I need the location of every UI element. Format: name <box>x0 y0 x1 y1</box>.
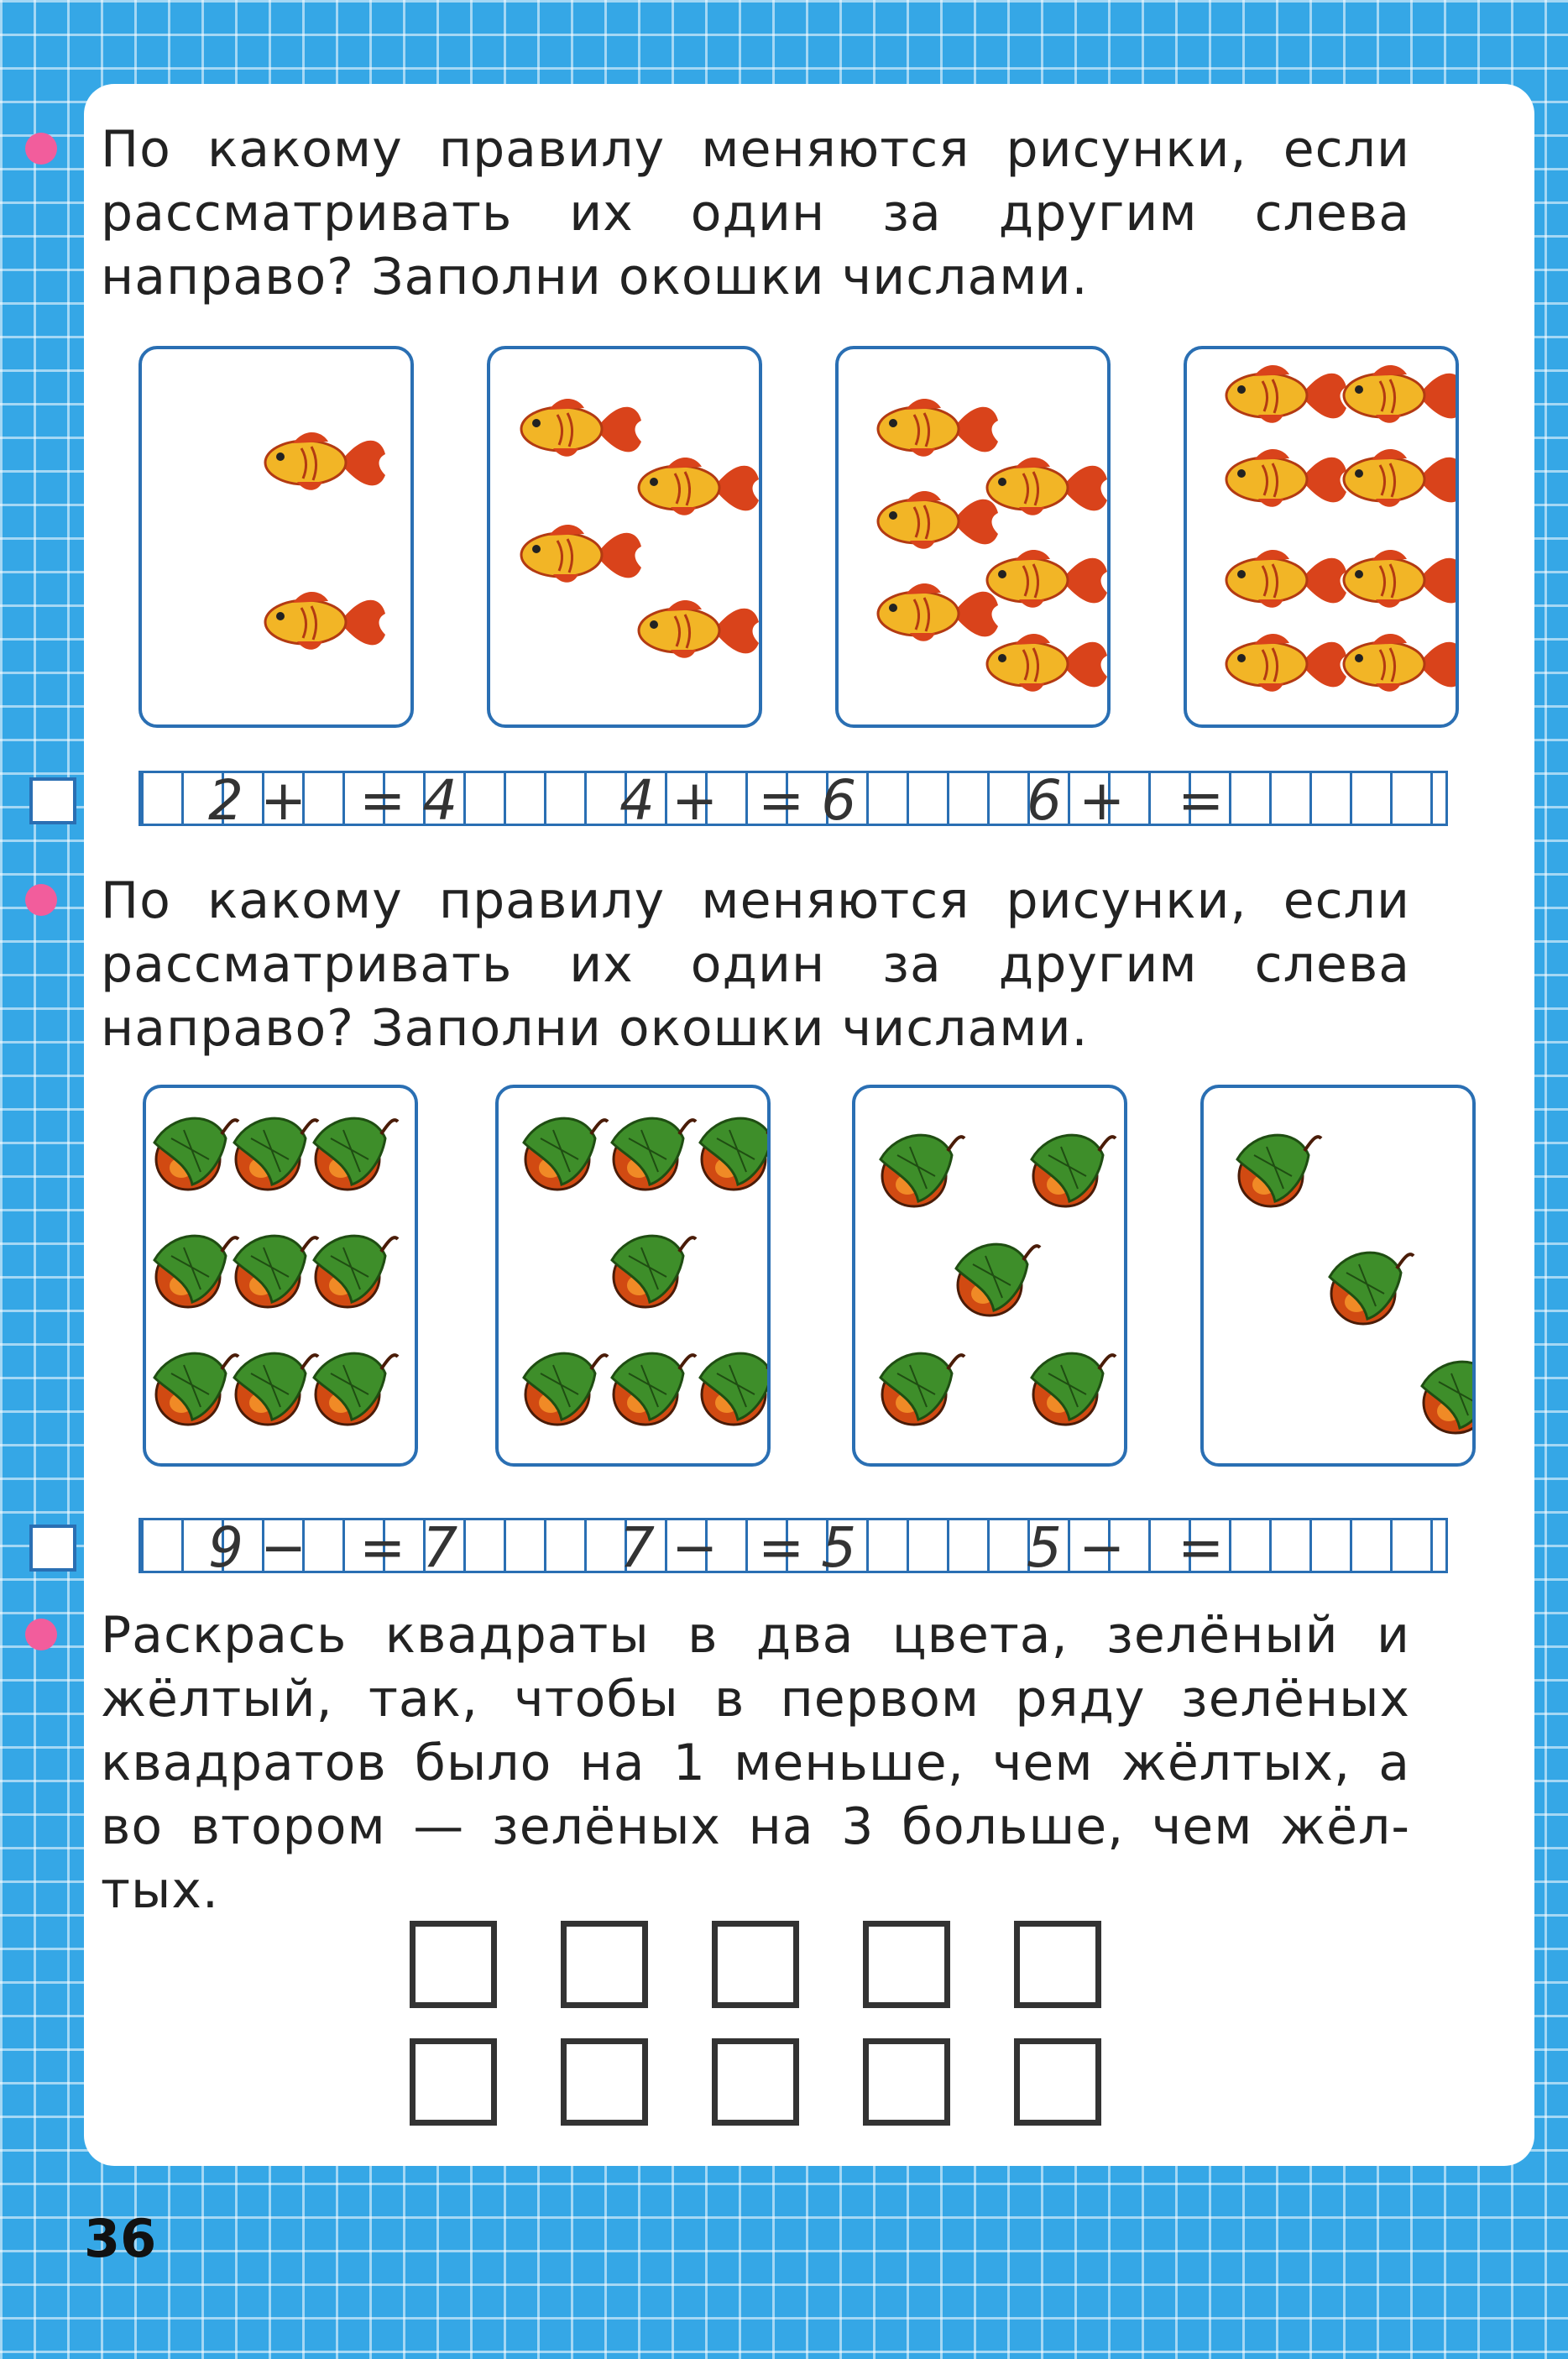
hazelnut-icon <box>154 1353 238 1425</box>
hazelnut-picture <box>855 1088 1124 1463</box>
task-1-eq-3-left: 6+ <box>1027 768 1142 833</box>
task-1-bullet <box>25 133 57 165</box>
coloring-square-r2-c1[interactable] <box>410 2038 497 2126</box>
fish-icon <box>639 458 759 515</box>
fish-icon <box>265 432 385 490</box>
coloring-square-r1-c1[interactable] <box>410 1921 497 2008</box>
task-2-equation-row <box>29 1515 1482 1580</box>
task-2-eq-3-right: = <box>1178 1515 1241 1580</box>
task-2-eq-3-left: 5− <box>1027 1515 1142 1580</box>
task-2-check-box[interactable] <box>29 1525 76 1572</box>
hazelnut-icon <box>314 1236 398 1307</box>
hazelnut-icon <box>1422 1362 1472 1433</box>
task-3-line-1: Раскрась квадраты в два цвета, зелёный и <box>101 1606 1410 1665</box>
task-3-line-4: во втором — зелёных на 3 больше, чем жёл- <box>101 1797 1410 1856</box>
fish-card-3 <box>835 346 1111 728</box>
hazelnut-picture <box>499 1088 767 1463</box>
fish-icon <box>1344 365 1456 423</box>
task-2-eq-1-right: =7 <box>359 1515 475 1580</box>
hazelnut-icon <box>234 1118 318 1190</box>
hazelnut-picture <box>146 1088 415 1463</box>
hazelnut-icon <box>234 1236 318 1307</box>
task-2-cell-strip[interactable] <box>139 1515 1448 1580</box>
task-2-eq-1-left: 9− <box>208 1515 324 1580</box>
task-2-eq-2-right: =5 <box>758 1515 874 1580</box>
fish-picture <box>1187 349 1456 724</box>
fish-icon <box>521 525 641 583</box>
hazelnut-card-2 <box>495 1085 771 1467</box>
task-1-eq-2-right: =6 <box>758 768 874 833</box>
fish-icon <box>1344 449 1456 507</box>
hazelnut-icon <box>1032 1353 1116 1425</box>
hazelnut-icon <box>524 1353 608 1425</box>
fish-icon <box>987 550 1107 608</box>
task-1-cell-strip[interactable] <box>139 768 1448 833</box>
hazelnut-icon <box>1032 1135 1116 1206</box>
fish-icon <box>878 399 998 457</box>
fish-picture <box>490 349 759 724</box>
hazelnut-icon <box>881 1135 964 1206</box>
coloring-square-r2-c4[interactable] <box>863 2038 950 2126</box>
hazelnut-icon <box>612 1236 696 1307</box>
task-3-line-2: жёлтый, так, чтобы в первом ряду зелёных <box>101 1670 1410 1729</box>
fish-card-4 <box>1184 346 1459 728</box>
page-number: 36 <box>84 2208 157 2269</box>
hazelnut-icon <box>1237 1135 1321 1206</box>
fish-icon <box>1226 634 1346 692</box>
hazelnut-cards <box>139 1085 1498 1479</box>
task-1-check-box[interactable] <box>29 777 76 824</box>
fish-card-2 <box>487 346 762 728</box>
fish-icon <box>639 600 759 658</box>
coloring-square-r1-c4[interactable] <box>863 1921 950 2008</box>
fish-icon <box>987 634 1107 692</box>
fish-icon <box>1226 550 1346 608</box>
task-1-eq-1-left: 2+ <box>208 768 324 833</box>
task-1-instruction <box>101 118 1410 309</box>
task-1-eq-1-right: =4 <box>359 768 475 833</box>
fish-icon <box>987 458 1107 515</box>
task-1-equation-row <box>29 768 1482 833</box>
task-3-bullet <box>25 1619 57 1650</box>
fish-picture <box>142 349 410 724</box>
fish-icon <box>878 583 998 641</box>
fish-icon <box>1344 550 1456 608</box>
fish-icon <box>265 592 385 650</box>
fish-icon <box>521 399 641 457</box>
hazelnut-icon <box>314 1118 398 1190</box>
coloring-square-r2-c3[interactable] <box>712 2038 799 2126</box>
hazelnut-icon <box>154 1118 238 1190</box>
task-1-line-1: По какому правилу меняются рисунки, если <box>101 120 1410 179</box>
hazelnut-icon <box>234 1353 318 1425</box>
task-2-line-3: направо? Заполни окошки числами. <box>101 999 1089 1058</box>
coloring-square-r1-c2[interactable] <box>561 1921 648 2008</box>
task-1-eq-2-left: 4+ <box>619 768 735 833</box>
fish-cards <box>139 346 1498 740</box>
fish-icon <box>1344 634 1456 692</box>
task-1-eq-3-right: = <box>1178 768 1241 833</box>
task-2-eq-2-left: 7− <box>619 1515 735 1580</box>
hazelnut-icon <box>881 1353 964 1425</box>
fish-icon <box>1226 449 1346 507</box>
hazelnut-icon <box>524 1118 608 1190</box>
task-2-line-2: рассматривать их один за другим слева <box>101 935 1410 994</box>
task-3-line-5: тых. <box>101 1861 219 1920</box>
fish-card-1 <box>139 346 414 728</box>
hazelnut-card-1 <box>143 1085 418 1467</box>
fish-icon <box>878 491 998 549</box>
hazelnut-icon <box>700 1118 767 1190</box>
task-3-instruction <box>101 1603 1410 1922</box>
task-2-bullet <box>25 884 57 916</box>
coloring-grid <box>410 1921 1106 2139</box>
hazelnut-card-4 <box>1200 1085 1476 1467</box>
fish-icon <box>1226 365 1346 423</box>
hazelnut-picture <box>1204 1088 1472 1463</box>
task-2-line-1: По какому правилу меняются рисунки, если <box>101 871 1410 930</box>
task-2-instruction <box>101 869 1410 1060</box>
hazelnut-icon <box>1330 1253 1414 1324</box>
fish-picture <box>839 349 1107 724</box>
coloring-square-r1-c3[interactable] <box>712 1921 799 2008</box>
coloring-square-r1-c5[interactable] <box>1014 1921 1101 2008</box>
task-3-line-3: квадратов было на 1 меньше, чем жёлтых, а <box>101 1734 1410 1792</box>
hazelnut-icon <box>612 1353 696 1425</box>
task-1-line-2: рассматривать их один за другим слева <box>101 184 1410 243</box>
hazelnut-icon <box>154 1236 238 1307</box>
hazelnut-card-3 <box>852 1085 1127 1467</box>
coloring-square-r2-c5[interactable] <box>1014 2038 1101 2126</box>
hazelnut-icon <box>956 1244 1040 1315</box>
hazelnut-icon <box>612 1118 696 1190</box>
coloring-square-r2-c2[interactable] <box>561 2038 648 2126</box>
hazelnut-icon <box>314 1353 398 1425</box>
task-1-line-3: направо? Заполни окошки числами. <box>101 248 1089 306</box>
hazelnut-icon <box>700 1353 767 1425</box>
